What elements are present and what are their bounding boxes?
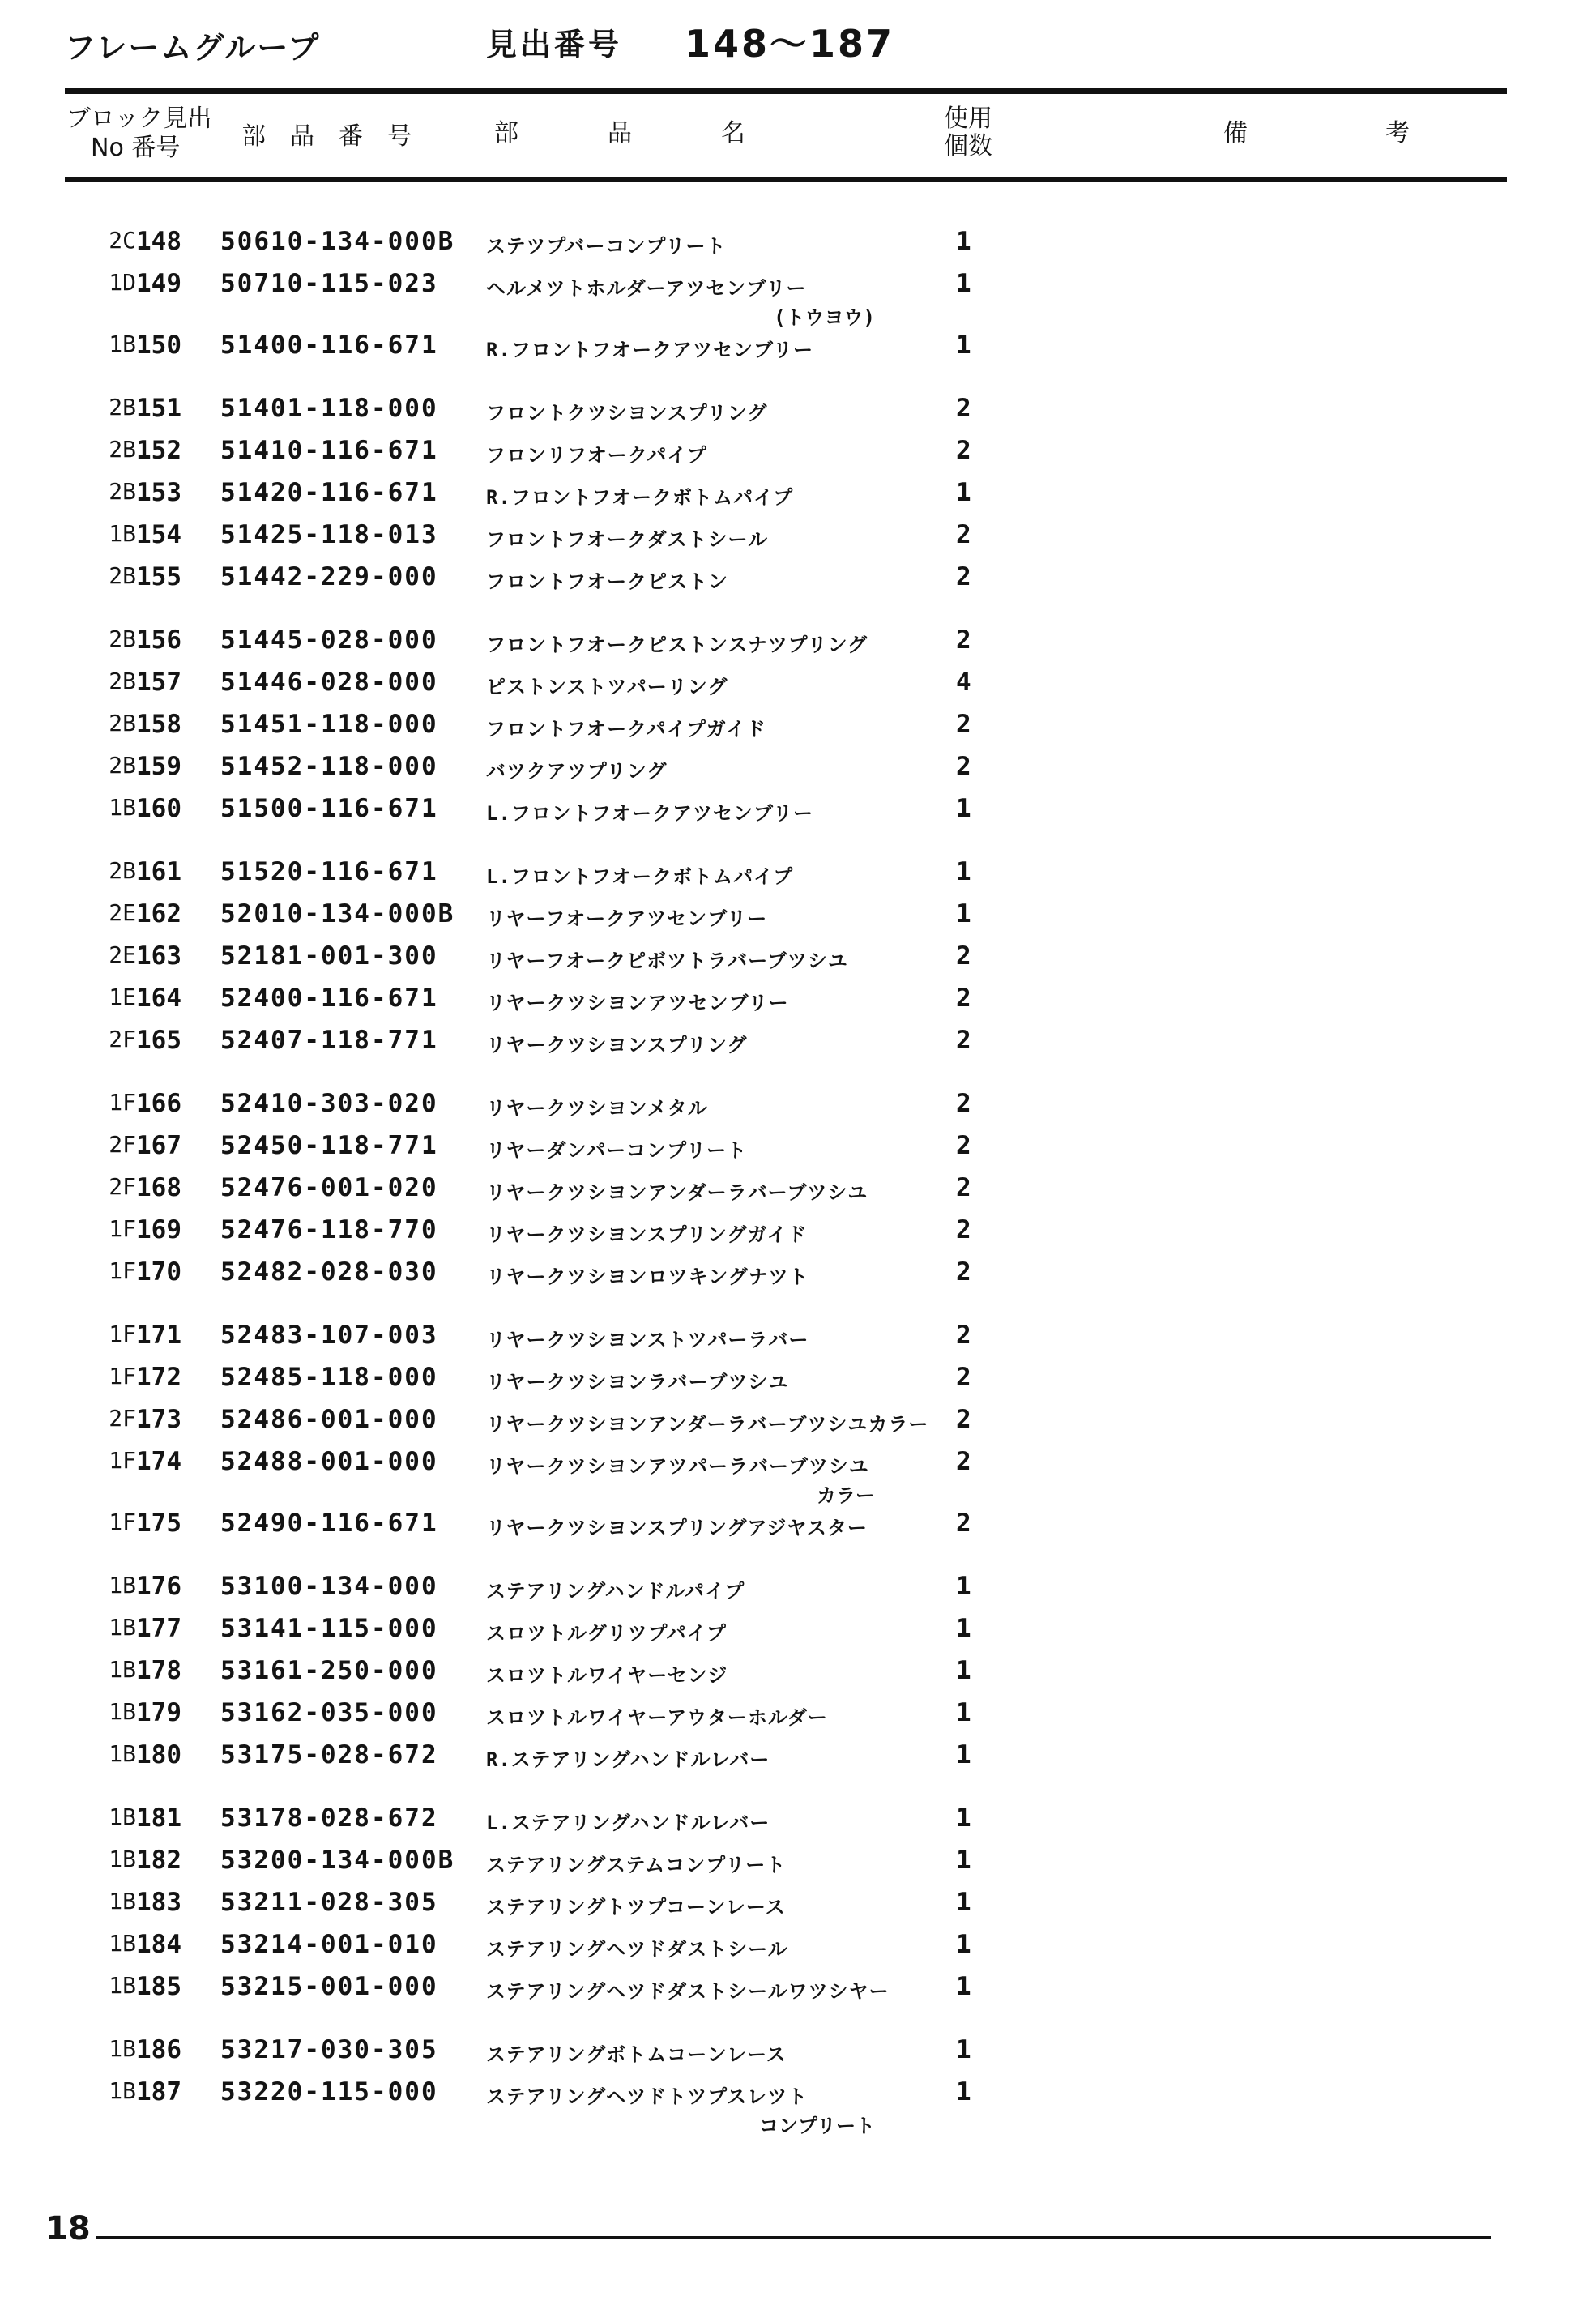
ref-no: 175 (136, 1509, 181, 1538)
quantity: 1 (956, 1888, 971, 1917)
block-no: 2B (109, 394, 136, 420)
block-no: 1B (109, 794, 136, 821)
column-header-rule (65, 177, 1507, 182)
column-header-block-ref (66, 105, 212, 170)
ref-no: 165 (136, 1026, 181, 1055)
table-row (0, 899, 1596, 938)
ref-no: 151 (136, 394, 181, 423)
block-no: 2F (109, 1405, 136, 1432)
quantity: 2 (956, 1257, 971, 1287)
ref-no: 174 (136, 1447, 181, 1476)
block-no: 1B (109, 520, 136, 547)
table-row (0, 1803, 1596, 1842)
quantity: 1 (956, 1614, 971, 1643)
quantity: 2 (956, 1215, 971, 1244)
table-row (0, 625, 1596, 664)
part-number: 53217-030-305 (220, 2035, 438, 2064)
column-header-part-number: 部品番号 (241, 122, 436, 151)
table-row (0, 857, 1596, 896)
table-row (0, 1363, 1596, 1402)
block-no: 2B (109, 857, 136, 884)
quantity: 1 (956, 1846, 971, 1875)
part-name: フロントフオークパイプガイド (486, 718, 766, 741)
part-number: 52010-134-000B (220, 899, 455, 928)
ref-no: 186 (136, 2035, 181, 2064)
part-name: ステアリングヘツドダストシールワツシヤー (486, 1980, 890, 2003)
table-row (0, 1405, 1596, 1444)
part-number: 51445-028-000 (220, 625, 438, 655)
column-header-part-name: 部品名 (494, 119, 834, 147)
table-row (0, 227, 1596, 266)
quantity: 2 (956, 436, 971, 465)
quantity: 2 (956, 984, 971, 1013)
part-name: スロツトルワイヤーセンジ (486, 1664, 728, 1687)
ref-no: 161 (136, 857, 181, 886)
part-number: 51425-118-013 (220, 520, 438, 549)
ref-no: 169 (136, 1215, 181, 1244)
quantity: 1 (956, 1572, 971, 1601)
part-number: 53175-028-672 (220, 1740, 438, 1769)
part-number: 51451-118-000 (220, 710, 438, 739)
ref-no: 176 (136, 1572, 181, 1601)
quantity: 1 (956, 2035, 971, 2064)
quantity: 1 (956, 269, 971, 298)
part-number: 51401-118-000 (220, 394, 438, 423)
block-no: 2B (109, 752, 136, 779)
part-number: 52476-001-020 (220, 1173, 438, 1202)
table-row (0, 1614, 1596, 1653)
quantity: 2 (956, 1405, 971, 1434)
part-name: ステアリングボトムコーンレース (486, 2043, 787, 2066)
quantity: 2 (956, 1363, 971, 1392)
table-row (0, 394, 1596, 433)
part-name: バツクアツプリング (486, 760, 668, 783)
part-number: 52476-118-770 (220, 1215, 438, 1244)
ref-no: 148 (136, 227, 181, 256)
ref-no: 180 (136, 1740, 181, 1769)
block-no: 1E (109, 984, 136, 1010)
part-name: リヤーフオークピボツトラバーブツシユ (486, 950, 848, 972)
table-row (0, 562, 1596, 601)
part-name: リヤーダンパーコンプリート (486, 1139, 748, 1162)
ref-no: 163 (136, 941, 181, 971)
block-no: 1F (109, 1215, 136, 1242)
part-number: 53220-115-000 (220, 2077, 438, 2107)
part-number: 51446-028-000 (220, 668, 438, 697)
part-number: 53141-115-000 (220, 1614, 438, 1643)
part-number: 52485-118-000 (220, 1363, 438, 1392)
table-row (0, 1215, 1596, 1254)
part-name: リヤークツシヨンスプリングガイド (486, 1223, 808, 1246)
ref-no: 182 (136, 1846, 181, 1875)
part-name: リヤークツシヨンラバーブツシユ (486, 1371, 789, 1394)
part-name: L.フロントフオークアツセンブリー (486, 802, 813, 825)
quantity: 2 (956, 1131, 971, 1160)
part-name: リヤークツシヨンスプリングアジヤスター (486, 1517, 868, 1539)
quantity: 2 (956, 394, 971, 423)
part-name: フロントフオークピストン (486, 570, 729, 593)
part-name-continuation: (トウヨウ) (774, 306, 875, 329)
block-no: 1D (109, 269, 136, 296)
quantity: 2 (956, 1447, 971, 1476)
ref-no: 178 (136, 1656, 181, 1685)
block-no: 1B (109, 1930, 136, 1957)
part-name-continuation: コンプリート (758, 2115, 875, 2137)
ref-no: 150 (136, 331, 181, 360)
column-header-quantity (944, 105, 1017, 160)
column-header-remarks: 備考 (1223, 119, 1547, 147)
ref-no: 171 (136, 1321, 181, 1350)
part-number: 50710-115-023 (220, 269, 438, 298)
block-no: 2B (109, 710, 136, 736)
quantity: 2 (956, 1173, 971, 1202)
quantity: 1 (956, 1930, 971, 1959)
block-no: 1B (109, 1803, 136, 1830)
table-row (0, 1930, 1596, 1969)
table-row (0, 1572, 1596, 1611)
table-row (0, 1447, 1596, 1507)
quantity: 1 (956, 1740, 971, 1769)
block-no: 1F (109, 1509, 136, 1535)
block-no: 2B (109, 668, 136, 694)
table-row (0, 1131, 1596, 1170)
part-name: ステアリングヘツドトツプスレツト (486, 2085, 809, 2108)
header-rule (65, 88, 1507, 94)
block-no: 2B (109, 478, 136, 505)
table-row (0, 331, 1596, 369)
table-row (0, 1173, 1596, 1212)
table-row (0, 1089, 1596, 1128)
table-row (0, 752, 1596, 791)
block-no: 1B (109, 1656, 136, 1683)
quantity: 1 (956, 227, 971, 256)
part-number: 53178-028-672 (220, 1803, 438, 1833)
column-header-qty-line2: 個数 (944, 132, 992, 160)
part-name: ステツプバーコンプリート (486, 235, 727, 258)
table-row (0, 520, 1596, 559)
part-name: スロツトルグリツプパイプ (486, 1622, 727, 1645)
table-row (0, 1026, 1596, 1065)
table-row (0, 1846, 1596, 1885)
part-name: フロントクツシヨンスプリング (486, 402, 768, 425)
ref-no: 164 (136, 984, 181, 1013)
table-row (0, 2077, 1596, 2137)
part-number: 52483-107-003 (220, 1321, 438, 1350)
table-row (0, 1257, 1596, 1296)
table-row (0, 941, 1596, 980)
part-number: 52400-116-671 (220, 984, 438, 1013)
quantity: 1 (956, 1698, 971, 1727)
part-number: 52450-118-771 (220, 1131, 438, 1160)
quantity: 1 (956, 899, 971, 928)
block-no: 2B (109, 562, 136, 589)
part-number: 53161-250-000 (220, 1656, 438, 1685)
quantity: 2 (956, 752, 971, 781)
part-number: 52181-001-300 (220, 941, 438, 971)
part-name: フロンリフオークパイプ (486, 444, 707, 467)
column-header-block-line1: ブロック見出 (66, 105, 212, 133)
table-row (0, 710, 1596, 749)
table-row (0, 984, 1596, 1022)
part-number: 51520-116-671 (220, 857, 438, 886)
quantity: 2 (956, 562, 971, 591)
ref-no: 162 (136, 899, 181, 928)
part-number: 52407-118-771 (220, 1026, 438, 1055)
block-no: 1F (109, 1089, 136, 1116)
part-number: 51420-116-671 (220, 478, 438, 507)
quantity: 1 (956, 2077, 971, 2107)
quantity: 2 (956, 1026, 971, 1055)
table-row (0, 1888, 1596, 1927)
block-no: 2E (109, 941, 136, 968)
block-no: 1F (109, 1257, 136, 1284)
quantity: 2 (956, 1089, 971, 1118)
part-name: ステアリングステムコンプリート (486, 1854, 787, 1876)
part-number: 52486-001-000 (220, 1405, 438, 1434)
ref-no: 158 (136, 710, 181, 739)
part-name: リヤークツシヨンメタル (486, 1097, 708, 1120)
part-number: 51500-116-671 (220, 794, 438, 823)
part-name: フロントフオークピストンスナツプリング (486, 634, 868, 656)
quantity: 1 (956, 478, 971, 507)
ref-no: 184 (136, 1930, 181, 1959)
ref-no: 154 (136, 520, 181, 549)
part-number: 53215-001-000 (220, 1972, 438, 2001)
block-no: 1B (109, 1698, 136, 1725)
part-number: 51400-116-671 (220, 331, 438, 360)
table-row (0, 1509, 1596, 1547)
table-row (0, 436, 1596, 475)
quantity: 1 (956, 1803, 971, 1833)
block-no: 2F (109, 1173, 136, 1200)
page-number: 18 (45, 2210, 91, 2247)
part-name: ステアリングハンドルパイプ (486, 1580, 745, 1603)
part-name: L.フロントフオークボトムパイプ (486, 865, 794, 888)
part-number: 53162-035-000 (220, 1698, 438, 1727)
table-row (0, 478, 1596, 517)
ref-no: 166 (136, 1089, 181, 1118)
part-number: 51442-229-000 (220, 562, 438, 591)
part-name: スロツトルワイヤーアウターホルダー (486, 1706, 828, 1729)
block-no: 1F (109, 1363, 136, 1389)
part-name: R.フロントフオークボトムパイプ (486, 486, 794, 509)
part-name: リヤークツシヨンスプリング (486, 1034, 748, 1056)
block-no: 2C (109, 227, 136, 254)
part-number: 52488-001-000 (220, 1447, 438, 1476)
block-no: 1B (109, 331, 136, 357)
part-number: 51410-116-671 (220, 436, 438, 465)
table-row (0, 794, 1596, 833)
ref-no: 185 (136, 1972, 181, 2001)
block-no: 1B (109, 1972, 136, 1999)
index-range: 148〜187 (685, 22, 895, 66)
quantity: 2 (956, 1321, 971, 1350)
part-name: ステアリングヘツドダストシール (486, 1938, 788, 1961)
part-name-continuation: カラー (817, 1484, 875, 1507)
part-number: 53211-028-305 (220, 1888, 438, 1917)
quantity: 4 (956, 668, 971, 697)
part-name: フロントフオークダストシール (486, 528, 769, 551)
ref-no: 157 (136, 668, 181, 697)
ref-no: 160 (136, 794, 181, 823)
ref-no: 167 (136, 1131, 181, 1160)
part-number: 50610-134-000B (220, 227, 455, 256)
part-name: リヤークツシヨンロツキングナツト (486, 1266, 809, 1288)
ref-no: 152 (136, 436, 181, 465)
quantity: 2 (956, 941, 971, 971)
part-name: リヤークツシヨンアツパーラバーブツシユ (486, 1455, 869, 1478)
block-no: 1B (109, 2077, 136, 2104)
block-no: 1F (109, 1321, 136, 1347)
part-name: R.ステアリングハンドルレバー (486, 1748, 770, 1771)
quantity: 1 (956, 794, 971, 823)
ref-no: 159 (136, 752, 181, 781)
table-row (0, 2035, 1596, 2074)
ref-no: 183 (136, 1888, 181, 1917)
part-name: ヘルメツトホルダーアツセンブリー (486, 277, 807, 300)
ref-no: 172 (136, 1363, 181, 1392)
block-no: 1B (109, 1572, 136, 1599)
block-no: 2F (109, 1131, 136, 1158)
quantity: 2 (956, 710, 971, 739)
block-no: 1B (109, 2035, 136, 2062)
part-number: 53200-134-000B (220, 1846, 455, 1875)
part-number: 52482-028-030 (220, 1257, 438, 1287)
block-no: 2B (109, 625, 136, 652)
ref-no: 181 (136, 1803, 181, 1833)
quantity: 2 (956, 625, 971, 655)
block-no: 1B (109, 1888, 136, 1914)
ref-no: 155 (136, 562, 181, 591)
group-title: フレームグループ (65, 30, 321, 66)
part-number: 51452-118-000 (220, 752, 438, 781)
block-no: 1B (109, 1846, 136, 1872)
ref-no: 187 (136, 2077, 181, 2107)
part-name: ステアリングトツプコーンレース (486, 1896, 786, 1919)
column-header-block-line2: No 番号 (91, 134, 181, 162)
table-row (0, 1740, 1596, 1779)
part-name: R.フロントフオークアツセンブリー (486, 339, 813, 361)
table-row (0, 668, 1596, 706)
block-no: 2F (109, 1026, 136, 1052)
block-no: 1B (109, 1614, 136, 1641)
block-no: 1F (109, 1447, 136, 1474)
table-row (0, 269, 1596, 329)
part-number: 53214-001-010 (220, 1930, 438, 1959)
block-no: 2B (109, 436, 136, 463)
part-name: リヤークツシヨンストツパーラバー (486, 1329, 809, 1351)
quantity: 1 (956, 1972, 971, 2001)
block-no: 2E (109, 899, 136, 926)
ref-no: 177 (136, 1614, 181, 1643)
table-row (0, 1972, 1596, 2011)
part-number: 53100-134-000 (220, 1572, 438, 1601)
quantity: 2 (956, 1509, 971, 1538)
part-name: リヤークツシヨンアンダーラバーブツシユカラー (486, 1413, 929, 1436)
ref-no: 179 (136, 1698, 181, 1727)
ref-no: 170 (136, 1257, 181, 1287)
part-name: リヤークツシヨンアツセンブリー (486, 992, 789, 1014)
part-name: リヤークツシヨンアンダーラバーブツシユ (486, 1181, 868, 1204)
quantity: 1 (956, 857, 971, 886)
ref-no: 168 (136, 1173, 181, 1202)
ref-no: 156 (136, 625, 181, 655)
part-name: L.ステアリングハンドルレバー (486, 1812, 770, 1834)
quantity: 2 (956, 520, 971, 549)
quantity: 1 (956, 331, 971, 360)
part-name: ピストンストツパーリング (486, 676, 728, 698)
footer-rule (96, 2236, 1491, 2239)
block-no: 1B (109, 1740, 136, 1767)
part-number: 52490-116-671 (220, 1509, 438, 1538)
part-number: 52410-303-020 (220, 1089, 438, 1118)
quantity: 1 (956, 1656, 971, 1685)
part-name: リヤーフオークアツセンブリー (486, 907, 768, 930)
ref-no: 173 (136, 1405, 181, 1434)
table-row (0, 1656, 1596, 1695)
column-header-qty-line1: 使用 (944, 105, 992, 133)
table-row (0, 1698, 1596, 1737)
table-row (0, 1321, 1596, 1360)
index-label: 見出番号 (486, 27, 623, 62)
ref-no: 149 (136, 269, 181, 298)
ref-no: 153 (136, 478, 181, 507)
